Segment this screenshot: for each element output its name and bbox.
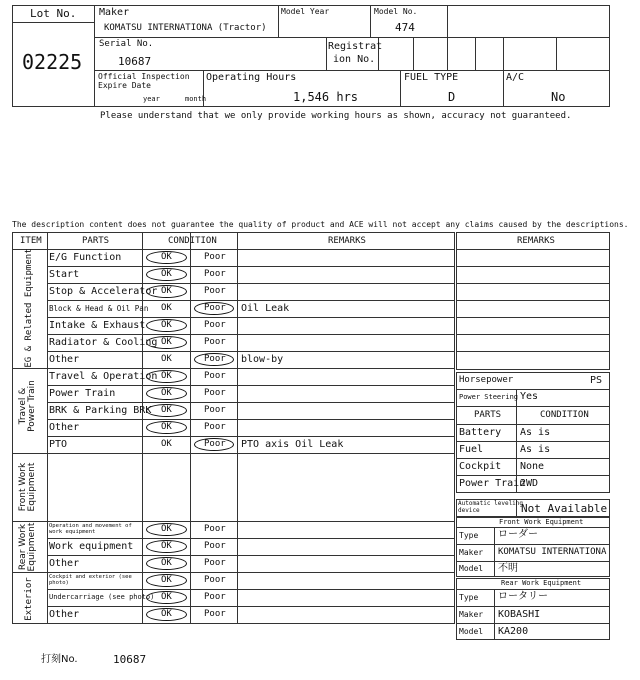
rear-maker-value: KOBASHI — [498, 609, 541, 620]
condition-ok: OK — [161, 575, 172, 585]
lot-label: Lot No. — [30, 7, 77, 20]
part-name: Other — [49, 421, 80, 433]
condition-ok: OK — [161, 422, 172, 432]
power-train-value: 2WD — [520, 478, 539, 489]
condition-ok: OK — [161, 303, 172, 313]
auto-leveling-label-2: device — [458, 507, 480, 514]
fuel-label: Fuel — [459, 444, 484, 455]
rear-type-label: Type — [459, 593, 479, 602]
condition-poor: Poor — [204, 592, 226, 602]
maker-label: Maker — [99, 7, 130, 18]
stamp-value: 10687 — [113, 653, 147, 666]
spec-condition-header: CONDITION — [540, 410, 589, 420]
condition-poor: Poor — [204, 269, 226, 279]
part-name: Undercarriage (see photo) — [49, 593, 155, 601]
condition-circle — [146, 370, 187, 383]
condition-circle — [146, 319, 187, 332]
condition-poor: Poor — [204, 541, 226, 551]
ac-value: No — [551, 90, 566, 104]
power-steering-label: Power Steering — [459, 393, 519, 401]
condition-poor: Poor — [204, 320, 226, 330]
condition-poor: Poor — [204, 422, 226, 432]
front-type-value: ローダー — [498, 529, 538, 540]
model-no-value: 474 — [395, 21, 415, 34]
condition-ok: OK — [161, 609, 172, 619]
condition-poor: Poor — [204, 405, 226, 415]
part-name: Radiator & Cooling — [49, 336, 158, 348]
condition-ok: OK — [161, 405, 172, 415]
month-label: month — [185, 95, 207, 103]
condition-poor: Poor — [204, 609, 226, 619]
condition-circle — [146, 285, 187, 298]
rear-maker-label: Maker — [459, 610, 484, 619]
header-condition: CONDITION — [168, 236, 217, 246]
maker-value: KOMATSU INTERNATIONA (Tractor) — [104, 23, 267, 33]
condition-poor: Poor — [204, 286, 226, 296]
rear-type-value: ロータリー — [498, 591, 548, 602]
part-name: Other — [49, 557, 80, 569]
front-maker-label: Maker — [459, 548, 484, 557]
part-name: PTO — [49, 438, 68, 450]
condition-ok: OK — [161, 371, 172, 381]
rear-work-title: Rear Work Equipment — [501, 579, 582, 587]
condition-ok: OK — [161, 388, 172, 398]
auto-leveling-label-1: Automatic leveling — [458, 500, 524, 507]
power-steering-value: Yes — [520, 391, 539, 402]
condition-poor: Poor — [204, 252, 226, 262]
condition-circle — [146, 540, 187, 553]
model-no-label: Model No. — [374, 7, 418, 16]
auto-leveling-value: Not Available — [521, 502, 608, 515]
cockpit-value: None — [520, 461, 545, 472]
rear-model-label: Model — [459, 627, 484, 636]
inspection-label-2: Expire Date — [98, 81, 151, 90]
fuel-value: As is — [520, 444, 551, 455]
part-name: Cockpit and exterior (see photo) — [49, 574, 132, 587]
power-train-label: Power Train — [459, 478, 526, 489]
condition-circle — [146, 268, 187, 281]
part-name: Other — [49, 608, 80, 620]
part-name: Intake & Exhaust — [49, 319, 146, 331]
model-year-label: Model Year — [281, 7, 330, 16]
battery-value: As is — [520, 427, 551, 438]
front-type-label: Type — [459, 531, 479, 540]
operating-hours-label: Operating Hours — [206, 72, 297, 83]
part-name: Travel & Operation — [49, 370, 158, 382]
condition-poor: Poor — [204, 303, 226, 313]
condition-ok: OK — [161, 541, 172, 551]
group-label-exterior: Exterior — [24, 577, 34, 621]
condition-ok: OK — [161, 592, 172, 602]
battery-label: Battery — [459, 427, 502, 438]
condition-ok: OK — [161, 524, 172, 534]
condition-circle — [146, 336, 187, 349]
operating-hours-value: 1,546 hrs — [293, 90, 359, 104]
group-label-front: Front Work Equipment — [18, 462, 38, 512]
part-name: Operation and movement of work equipment — [49, 523, 132, 536]
header-item: ITEM — [20, 236, 42, 246]
condition-ok: OK — [161, 269, 172, 279]
right-remarks-header: REMARKS — [517, 236, 555, 246]
remark-text: Oil Leak — [241, 303, 290, 314]
lot-number: 02225 — [22, 50, 83, 74]
part-name: E/G Function — [49, 251, 122, 263]
part-name: Work equipment — [49, 540, 134, 552]
part-name: Power Train — [49, 387, 116, 399]
horsepower-label: Horsepower — [459, 375, 514, 385]
serial-value: 10687 — [118, 55, 152, 68]
year-label: year — [143, 95, 160, 103]
condition-poor: Poor — [204, 575, 226, 585]
condition-poor: Poor — [204, 337, 226, 347]
condition-circle — [146, 608, 187, 621]
condition-ok: OK — [161, 558, 172, 568]
group-label-eg: EG & Related Equipment — [24, 248, 34, 368]
header-parts: PARTS — [82, 236, 110, 246]
condition-poor: Poor — [204, 558, 226, 568]
front-model-label: Model — [459, 564, 484, 573]
condition-poor: Poor — [204, 524, 226, 534]
condition-circle — [146, 421, 187, 434]
group-label-travel: Travel & Power Train — [18, 380, 38, 432]
hours-note: Please understand that we only provide working hours as shown, accuracy not guaranteed. — [100, 111, 572, 121]
disclaimer: The description content does not guarantee the quality of product and ACE will not accept any claims caused by the descriptions. — [12, 220, 629, 229]
condition-poor: Poor — [204, 388, 226, 398]
condition-circle — [146, 251, 187, 264]
condition-circle — [146, 557, 187, 570]
ac-label: A/C — [506, 72, 525, 83]
part-name: Other — [49, 353, 80, 365]
front-work-title: Front Work Equipment — [499, 518, 584, 526]
inspection-label-1: Official Inspection — [98, 72, 190, 81]
condition-circle — [146, 404, 187, 417]
remark-text: blow-by — [241, 354, 284, 365]
condition-circle — [146, 523, 187, 536]
condition-circle — [146, 574, 187, 587]
condition-poor: Poor — [204, 439, 226, 449]
condition-poor: Poor — [204, 371, 226, 381]
condition-ok: OK — [161, 354, 172, 364]
condition-circle — [194, 353, 234, 366]
front-maker-value: KOMATSU INTERNATIONA — [498, 547, 607, 557]
condition-poor: Poor — [204, 354, 226, 364]
spec-parts-header: PARTS — [474, 410, 502, 420]
horsepower-unit: PS — [590, 375, 603, 386]
front-model-value: 不明 — [498, 563, 518, 574]
condition-ok: OK — [161, 286, 172, 296]
group-label-rear: Rear Work Equipment — [18, 522, 38, 572]
fuel-type-value: D — [448, 90, 456, 104]
condition-circle — [146, 591, 187, 604]
condition-circle — [146, 387, 187, 400]
part-name: Stop & Accelerator — [49, 285, 158, 297]
condition-circle — [194, 302, 234, 315]
registration-label-2: ion No. — [333, 54, 376, 65]
registration-label-1: Registrat — [328, 41, 383, 52]
part-name: Start — [49, 268, 80, 280]
condition-ok: OK — [161, 252, 172, 262]
part-name: Block & Head & Oil Pan — [49, 303, 149, 313]
condition-circle — [194, 438, 234, 451]
condition-ok: OK — [161, 439, 172, 449]
condition-ok: OK — [161, 320, 172, 330]
rear-model-value: KA200 — [498, 626, 529, 637]
condition-ok: OK — [161, 337, 172, 347]
fuel-type-label: FUEL TYPE — [404, 72, 459, 83]
serial-label: Serial No. — [99, 39, 154, 49]
header-remarks: REMARKS — [328, 236, 366, 246]
stamp-label: 打刻No. — [41, 654, 78, 665]
remark-text: PTO axis Oil Leak — [241, 439, 344, 450]
part-name: BRK & Parking BRK — [49, 404, 152, 416]
cockpit-label: Cockpit — [459, 461, 502, 472]
